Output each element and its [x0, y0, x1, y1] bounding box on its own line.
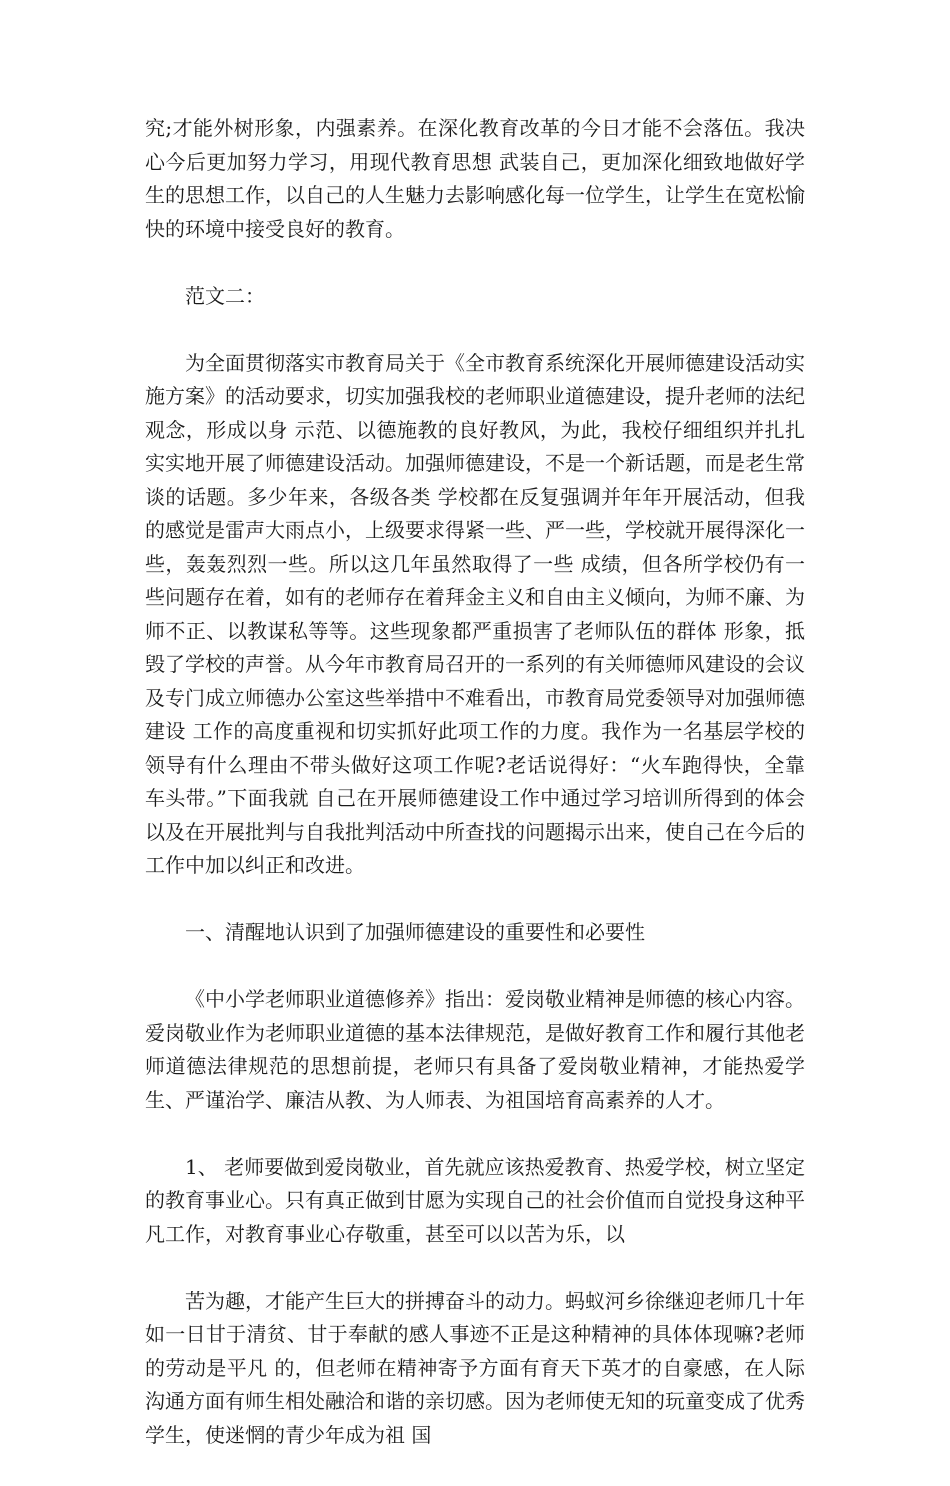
section-heading-one: 一、清醒地认识到了加强师德建设的重要性和必要性	[185, 920, 645, 944]
document-page	[145, 112, 805, 1486]
paragraph-ethics: 《中小学老师职业道德修养》指出：爱岗敬业精神是师德的核心内容。爱岗敬业作为老师职业道德的基本法律规范，是做好教育工作和履行其他老师道德法律规范的思想前提，老师只有具备了爱岗敬业精神，才能热爱学生、严谨治学、廉洁从教、为人师表、为祖国培育高素养的人才。	[145, 987, 805, 1112]
paragraph-continued: 苦为趣，才能产生巨大的拼搏奋斗的动力。蚂蚁河乡徐继迎老师几十年如一日甘于清贫、甘于奉献的感人事迹不正是这种精神的具体体现嘛?老师的劳动是平凡 的，但老师在精神寄予方面有育天下英才的自豪感，在人际沟通方面有师生相处融洽和谐的亲切感。因为老师使无知的玩童变成了优秀学生，使迷惘的青少年成为祖 国	[145, 1288, 805, 1447]
section-title-sample-two: 范文二：	[185, 283, 265, 308]
paragraph-point-one: 1、 老师要做到爱岗敬业，首先就应该热爱教育、热爱学校，树立坚定的教育事业心。只有真正做到甘愿为实现自己的社会价值而自觉投身这种平凡工作，对教育事业心存敬重，甚至可以以苦为乐，以	[145, 1154, 805, 1246]
paragraph-intro: 为全面贯彻落实市教育局关于《全市教育系统深化开展师德建设活动实施方案》的活动要求，切实加强我校的老师职业道德建设，提升老师的法纪观念，形成以身 示范、以德施教的良好教风，为此，我校仔细组织并扎扎实实地开展了师德建设活动。加强师德建设，不是一个新话题，而是老生常谈的话题。多少年来，各级各类 学校都在反复强调并年年开展活动，但我的感觉是雷声大雨点小，上级要求得紧一些、严一些，学校就开展得深化一些，轰轰烈烈一些。所以这几年虽然取得了一些 成绩，但各所学校仍有一些问题存在着，如有的老师存在着拜金主义和自由主义倾向，为师不廉、为师不正、以教谋私等等。这些现象都严重损害了老师队伍的群体 形象，抵毁了学校的声誉。从今年市教育局召开的一系列的有关师德师风建设的会议及专门成立师德办公室这些举措中不难看出，市教育局党委领导对加强师德建设 工作的高度重视和切实抓好此项工作的力度。我作为一名基层学校的领导有什么理由不带头做好这项工作呢?老话说得好：“火车跑得快，全靠车头带。”下面我就 自己在开展师德建设工作中通过学习培训所得到的体会以及在开展批判与自我批判活动中所查找的问题揭示出来，使自己在今后的工作中加以纠正和改进。	[145, 350, 805, 877]
paragraph-continuation: 究;才能外树形象，内强素养。在深化教育改革的今日才能不会落伍。我决心今后更加努力学习，用现代教育思想 武装自己，更加深化细致地做好学生的思想工作，以自己的人生魅力去影响感化每一位学生，让学生在宽松愉快的环境中接受良好的教育。	[145, 116, 805, 241]
